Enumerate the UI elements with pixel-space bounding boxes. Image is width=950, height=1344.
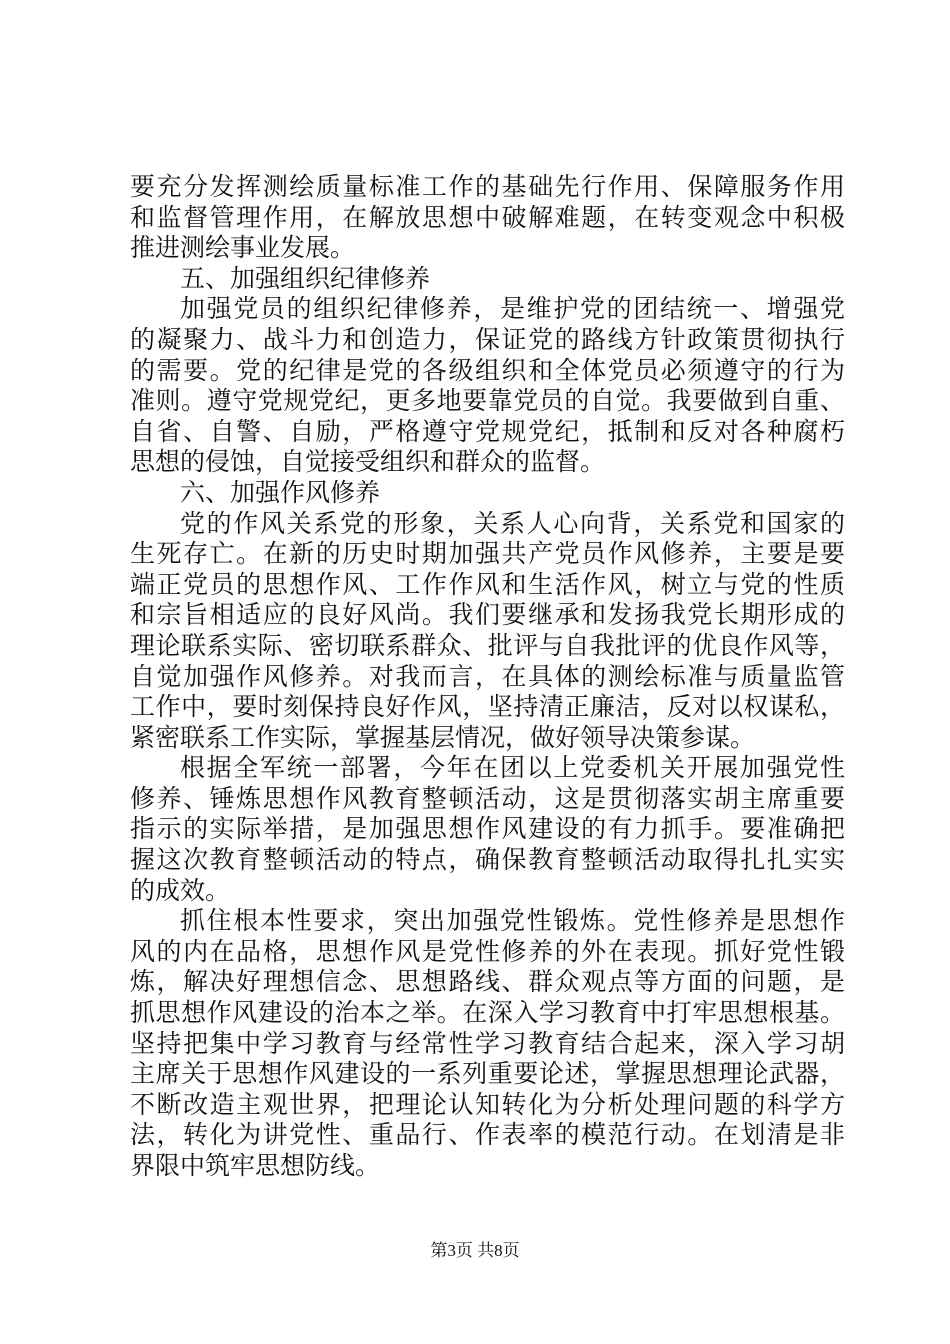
text-line: 法，转化为讲党性、重品行、作表率的模范行动。在划清是非 [130,1120,845,1150]
paragraph [130,906,845,1181]
paragraph [130,509,845,754]
text-line: 自省、自警、自励，严格遵守党规党纪，抵制和反对各种腐朽 [130,416,845,446]
text-line: 端正党员的思想作风、工作作风和生活作风，树立与党的性质 [130,569,845,599]
text-line: 准则。遵守党规党纪，更多地要靠党员的自觉。我要做到自重、 [130,386,845,416]
text-line: 根据全军统一部署，今年在团以上党委机关开展加强党性 [180,753,845,783]
text-line: 加强党员的组织纪律修养，是维护党的团结统一、增强党 [180,294,845,324]
text-line: 和宗旨相适应的良好风尚。我们要继承和发扬我党长期形成的 [130,600,845,630]
text-line: 自觉加强作风修养。对我而言，在具体的测绘标准与质量监管 [130,661,845,691]
text-line: 党的作风关系党的形象，关系人心向背，关系党和国家的 [180,508,845,538]
text-line: 的成效。 [130,875,231,905]
text-line: 主席关于思想作风建设的一系列重要论述，掌握思想理论武器， [130,1059,845,1089]
section-heading: 五、加强组织纪律修养 [180,263,431,293]
paragraph [130,753,845,906]
document-body [130,172,845,1182]
text-line: 修养、锤炼思想作风教育整顿活动，这是贯彻落实胡主席重要 [130,783,845,813]
text-line: 理论联系实际、密切联系群众、批评与自我批评的优良作风等， [130,630,845,660]
text-line: 的需要。党的纪律是党的各级组织和全体党员必须遵守的行为 [130,355,845,385]
text-line: 抓思想作风建设的治本之举。在深入学习教育中打牢思想根基。 [130,998,845,1028]
paragraph [130,294,845,478]
section-heading: 六、加强作风修养 [180,477,381,507]
text-line: 生死存亡。在新的历史时期加强共产党员作风修养，主要是要 [130,539,845,569]
text-line: 炼，解决好理想信念、思想路线、群众观点等方面的问题，是 [130,967,845,997]
text-line: 推进测绘事业发展。 [130,233,356,263]
text-line: 风的内在品格，思想作风是党性修养的外在表现。抓好党性锻 [130,936,845,966]
text-line: 抓住根本性要求，突出加强党性锻炼。党性修养是思想作 [180,906,845,936]
text-line: 指示的实际举措，是加强思想作风建设的有力抓手。要准确把 [130,814,845,844]
paragraph [130,172,845,264]
text-line: 握这次教育整顿活动的特点，确保教育整顿活动取得扎扎实实 [130,845,845,875]
text-line: 和监督管理作用，在解放思想中破解难题，在转变观念中积极 [130,202,845,232]
text-line: 界限中筑牢思想防线。 [130,1151,381,1180]
text-line: 思想的侵蚀，自觉接受组织和群众的监督。 [130,447,606,477]
text-line: 要充分发挥测绘质量标准工作的基础先行作用、保障服务作用 [130,172,845,201]
text-line: 不断改造主观世界，把理论认知转化为分析处理问题的科学方 [130,1089,845,1119]
text-line: 工作中，要时刻保持良好作风，坚持清正廉洁，反对以权谋私， [130,692,845,722]
text-line: 紧密联系工作实际，掌握基层情况，做好领导决策参谋。 [130,722,756,752]
text-line: 的凝聚力、战斗力和创造力，保证党的路线方针政策贯彻执行 [130,324,845,354]
text-line: 坚持把集中学习教育与经常性学习教育结合起来，深入学习胡 [130,1028,845,1058]
page-number-footer: 第3页 共8页 [430,1241,520,1260]
